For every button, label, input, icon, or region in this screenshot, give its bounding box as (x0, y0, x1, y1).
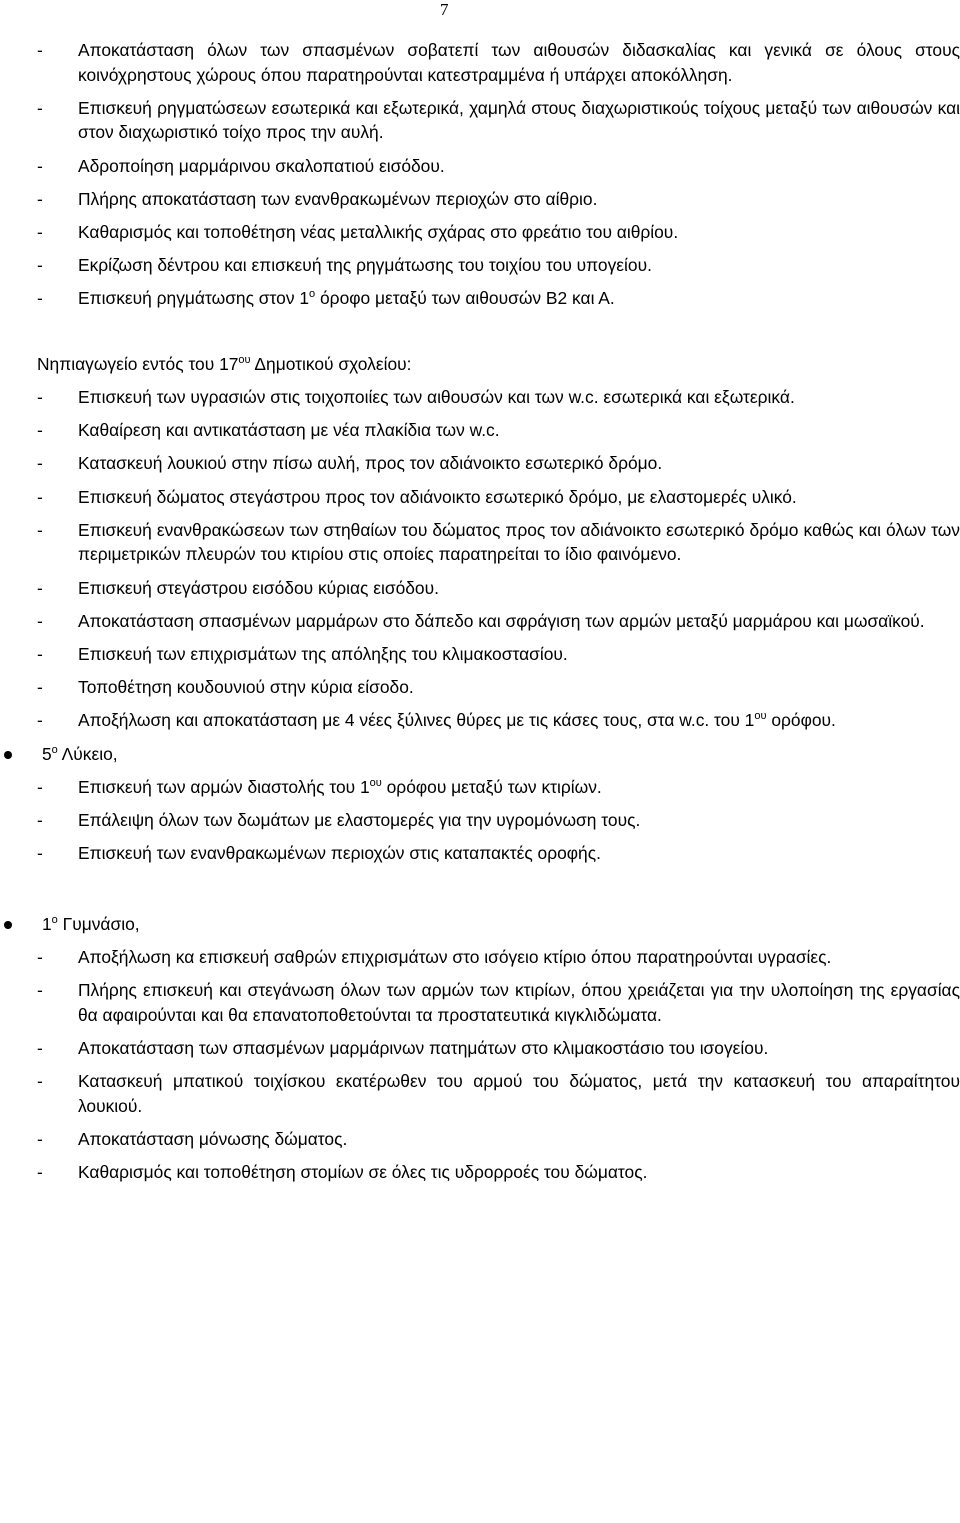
list-item: - Αποκατάσταση σπασμένων μαρμάρων στο δάπεδο και σφράγιση των αρμών μεταξύ μαρμάρου και μωσαϊκού. (37, 610, 925, 631)
list-item: - Επισκευή των επιχρισμάτων της απόληξης του κλιμακοστασίου. (37, 644, 568, 664)
list-item: - Αδροποίηση μαρμάρινου σκαλοπατιού εισόδου. (37, 155, 445, 176)
section-2-list (0, 385, 960, 733)
list-item: - Αποκατάσταση μόνωσης δώματος. (37, 1128, 348, 1149)
list-item-text: Καθαρισμός και τοποθέτηση νέας μεταλλικής σχάρας στο φρεάτιο του αιθρίου. (78, 221, 679, 242)
list-item-text: Επισκευή των επιχρισμάτων της απόληξης του κλιμακοστασίου. (78, 644, 568, 664)
list-item-text: Τοποθέτηση κουδουνιού στην κύρια είσοδο. (78, 677, 414, 698)
list-item-text: Αποκατάσταση όλων των σπασμένων σοβατεπί των αιθουσών διδασκαλίας και γενικά σε όλους στους κοινόχρηστους χώρους όπου παρατηρούνται κατεστραμμένα ή υπάρχει αποκόλληση. (78, 40, 960, 85)
list-item-text: Επισκευή ρηγματώσεων εσωτερικά και εξωτερικά, χαμηλά στους διαχωριστικούς τοίχους μεταξύ των αιθουσών και στον διαχωριστικό τοίχο προς την αυλή. (78, 97, 960, 143)
list-item: - Καθαρισμός και τοποθέτηση νέας μεταλλικής σχάρας στο φρεάτιο του αιθρίου. (37, 221, 679, 242)
list-item-text: Αποκατάσταση σπασμένων μαρμάρων στο δάπεδο και σφράγιση των αρμών μεταξύ μαρμάρου και μωσαϊκού. (78, 610, 925, 631)
section-1-list (0, 38, 960, 311)
list-item-text: Αποκατάσταση των σπασμένων μαρμάρινων πατημάτων στο κλιμακοστάσιο του ισογείου. (78, 1037, 769, 1058)
section-4-list (0, 945, 960, 1185)
list-item: - Κατασκευή λουκιού στην πίσω αυλή, προς τον αδιάνοικτο εσωτερικό δρόμο. (37, 453, 663, 474)
list-item: - Επισκευή των ενανθρακωμένων περιοχών στις καταπακτές οροφής. (37, 843, 601, 864)
list-item-text: Επισκευή δώματος στεγάστρου προς τον αδιάνοικτο εσωτερικό δρόμο, με ελαστομερές υλικό. (78, 486, 797, 507)
section-heading-gymnasium: $1^o$ Γυμνάσιο, (0, 912, 960, 937)
list-item-text: Καθαρισμός και τοποθέτηση στομίων σε όλες τις υδρορροές του δώματος. (78, 1162, 648, 1183)
document-body (0, 38, 960, 1185)
list-item: - Αποκατάσταση όλων των σπασμένων σοβατεπί των αιθουσών διδασκαλίας και γενικά σε όλους στους κοινόχρηστους χώρους όπου παρατηρούνται κατεστραμμένα ή υπάρχει αποκόλληση. (37, 40, 960, 85)
list-item-text: Πλήρης αποκατάσταση των ενανθρακωμένων περιοχών στο αίθριο. (78, 188, 598, 209)
list-item-text: Πλήρης επισκευή και στεγάνωση όλων των αρμών των κτιρίων, όπου χρειάζεται για την υλοποίηση της εργασίας θα αφαιρούνται και θα επανατοποθετούνται τα προστατευτικά κιγκλιδώματα. (78, 980, 960, 1025)
list-item: - Πλήρης αποκατάσταση των ενανθρακωμένων περιοχών στο αίθριο. (37, 188, 598, 209)
list-item-text: Κατασκευή μπατικού τοιχίσκου εκατέρωθεν του αρμού του δώματος, μετά την κατασκευή του απαραίτητου λουκιού. (78, 1071, 960, 1116)
page-number: 7 (440, 0, 449, 19)
list-item: - Επισκευή ρηγμάτωσης στον $1^o$ όροφο μεταξύ των αιθουσών Β2 και Α. (37, 288, 615, 309)
list-item-text: Αποκατάσταση μόνωσης δώματος. (78, 1128, 348, 1149)
list-item: - Καθαρισμός και τοποθέτηση στομίων σε όλες τις υδρορροές του δώματος. (37, 1162, 648, 1183)
list-item-text: Καθαίρεση και αντικατάσταση με νέα πλακίδια των w.c. (78, 420, 500, 441)
list-item: - Εκρίζωση δέντρου και επισκευή της ρηγμάτωσης του τοιχίου του υπογείου. (37, 255, 652, 276)
list-item: - Πλήρης επισκευή και στεγάνωση όλων των αρμών των κτιρίων, όπου χρειάζεται για την υλοποίηση της εργασίας θα αφαιρούνται και θα επανατοποθετούνται τα προστατευτικά κιγκλιδώματα. (37, 980, 960, 1025)
bullet-icon (4, 921, 12, 929)
list-item-text: Εκρίζωση δέντρου και επισκευή της ρηγμάτωσης του τοιχίου του υπογείου. (78, 255, 652, 276)
list-item-text: Επισκευή των υγρασιών στις τοιχοποιίες των αιθουσών και των w.c. εσωτερικά και εξωτερικά. (78, 387, 795, 408)
list-item: - Επισκευή ενανθρακώσεων των στηθαίων του δώματος προς τον αδιάνοικτο εσωτερικό δρόμο καθώς και όλων των περιμετρικών πλευρών του κτιρίου στις οποίες παρατηρείται το ίδιο φαινόμενο. (37, 519, 960, 565)
list-item: - Αποξήλωση και αποκατάσταση με 4 νέες ξύλινες θύρες με τις κάσες τους, στα w.c. του $1^{o\upsilon}$ ορόφου. (37, 710, 836, 731)
list-item: - Επισκευή των υγρασιών στις τοιχοποιίες των αιθουσών και των w.c. εσωτερικά και εξωτερικά. (37, 387, 795, 408)
list-item: - Καθαίρεση και αντικατάσταση με νέα πλακίδια των w.c. (37, 420, 500, 441)
list-item: - Επισκευή στεγάστρου εισόδου κύριας εισόδου. (37, 577, 439, 598)
list-item-text: Επάλειψη όλων των δωμάτων με ελαστομερές για την υγρομόνωση τους. (78, 809, 641, 830)
list-item: - Επάλειψη όλων των δωμάτων με ελαστομερές για την υγρομόνωση τους. (37, 809, 641, 830)
list-item-text: Αποξήλωση κα επισκευή σαθρών επιχρισμάτων στο ισόγειο κτίριο όπου παρατηρούνται υγρασίες. (78, 946, 832, 967)
list-item: - Επισκευή δώματος στεγάστρου προς τον αδιάνοικτο εσωτερικό δρόμο, με ελαστομερές υλικό. (37, 486, 797, 507)
section-heading-kindergarten: Νηπιαγωγείο εντός του $17^{o\upsilon}$ Δημοτικού σχολείου: (37, 353, 412, 374)
list-item: - Κατασκευή μπατικού τοιχίσκου εκατέρωθεν του αρμού του δώματος, μετά την κατασκευή του απαραίτητου λουκιού. (37, 1071, 960, 1116)
section-heading-lyceum: $5^o$ Λύκειο, (0, 742, 960, 767)
list-item-text: Επισκευή στεγάστρου εισόδου κύριας εισόδου. (78, 577, 439, 598)
list-item: - Αποκατάσταση των σπασμένων μαρμάρινων πατημάτων στο κλιμακοστάσιο του ισογείου. (37, 1037, 769, 1058)
list-item-text: Κατασκευή λουκιού στην πίσω αυλή, προς τον αδιάνοικτο εσωτερικό δρόμο. (78, 453, 663, 474)
list-item-text: Επισκευή των ενανθρακωμένων περιοχών στις καταπακτές οροφής. (78, 843, 601, 864)
list-item: - Αποξήλωση κα επισκευή σαθρών επιχρισμάτων στο ισόγειο κτίριο όπου παρατηρούνται υγρασίες. (37, 946, 832, 967)
bullet-icon (4, 751, 12, 759)
list-item: - Επισκευή των αρμών διαστολής του $1^{o\upsilon}$ ορόφου μεταξύ των κτιρίων. (37, 776, 602, 797)
list-item: - Επισκευή ρηγματώσεων εσωτερικά και εξωτερικά, χαμηλά στους διαχωριστικούς τοίχους μεταξύ των αιθουσών και στον διαχωριστικό τοίχο προς την αυλή. (37, 97, 960, 143)
list-item-text: Αδροποίηση μαρμάρινου σκαλοπατιού εισόδου. (78, 155, 445, 176)
section-3-list (0, 775, 960, 866)
list-item-text: Επισκευή ενανθρακώσεων των στηθαίων του δώματος προς τον αδιάνοικτο εσωτερικό δρόμο καθώς και όλων των περιμετρικών πλευρών του κτιρίου στις οποίες παρατηρείται το ίδιο φαινόμενο. (78, 519, 960, 565)
list-item: - Τοποθέτηση κουδουνιού στην κύρια είσοδο. (37, 677, 414, 698)
